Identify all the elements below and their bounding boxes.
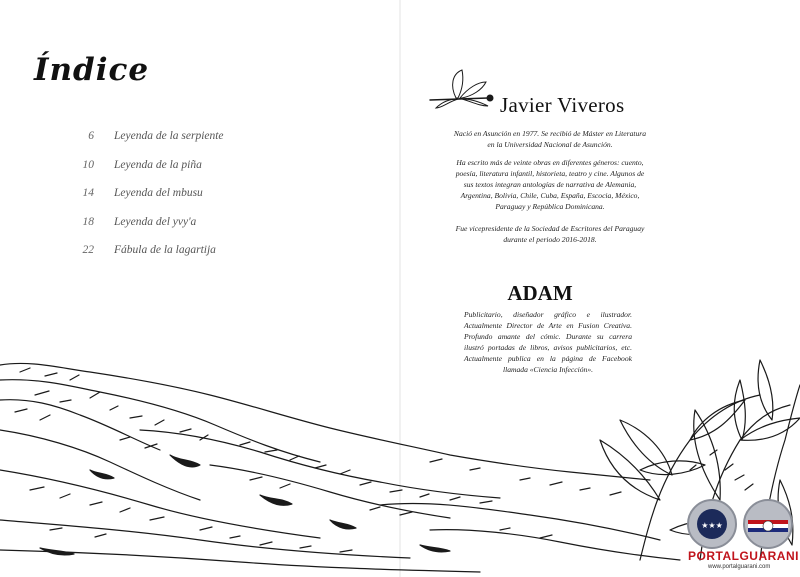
illustrator-name: ADAM [507,281,573,305]
watermark-text: PORTALGUARANI [688,549,799,563]
index-title: Índice [34,52,150,88]
author-bio-paragraph: Ha escrito más de veinte obras en diferentes géneros: cuento, poesía, literatura infantil, historieta, teatro y cine. Algunos de sus textos integran antologías de narrativa de Alemania, Argentina, Bolivia, Chile, Cuba, España, Escocia, México, Paraguay y República Dominicana. [455,158,645,211]
toc-entry-label: Leyenda del mbusu [114,187,203,199]
watermark-logo [686,498,796,550]
author-name: Javier Viveros [500,93,625,117]
toc-page-number: 18 [82,215,94,228]
watermark-url: www.portalguarani.com [708,564,771,570]
svg-text:★★★: ★★★ [701,521,723,530]
toc-entry-label: Fábula de la lagartija [114,244,216,256]
toc-entry-label: Leyenda de la serpiente [114,130,224,142]
toc-entry-label: Leyenda del yvy'a [114,215,197,228]
author-bio-paragraph: Nació en Asunción en 1977. Se recibió de Máster en Literatura en la Universidad Nacional de Asunción. [453,129,647,149]
toc-page-number: 22 [82,244,94,256]
toc-page-number: 10 [82,158,94,171]
toc-page-number: 14 [82,187,94,199]
toc-entry-label: Leyenda de la piña [114,158,202,171]
toc-page-number: 6 [88,130,94,142]
dragonfly-icon [428,68,498,110]
author-bio-paragraph: Fue vicepresidente de la Sociedad de Escritores del Paraguay durante el periodo 2016-2018. [455,224,645,244]
illustrator-bio: Publicitario, diseñador gráfico e ilustrador. Actualmente Director de Arte en Fusion Creativa. Profundo amante del cómic. Durante su carrera ilustró portadas de libros, avisos publicitarios, etc. Actualmente publica en la página de Facebook llamada «Ciencia Infección». [464,310,632,374]
